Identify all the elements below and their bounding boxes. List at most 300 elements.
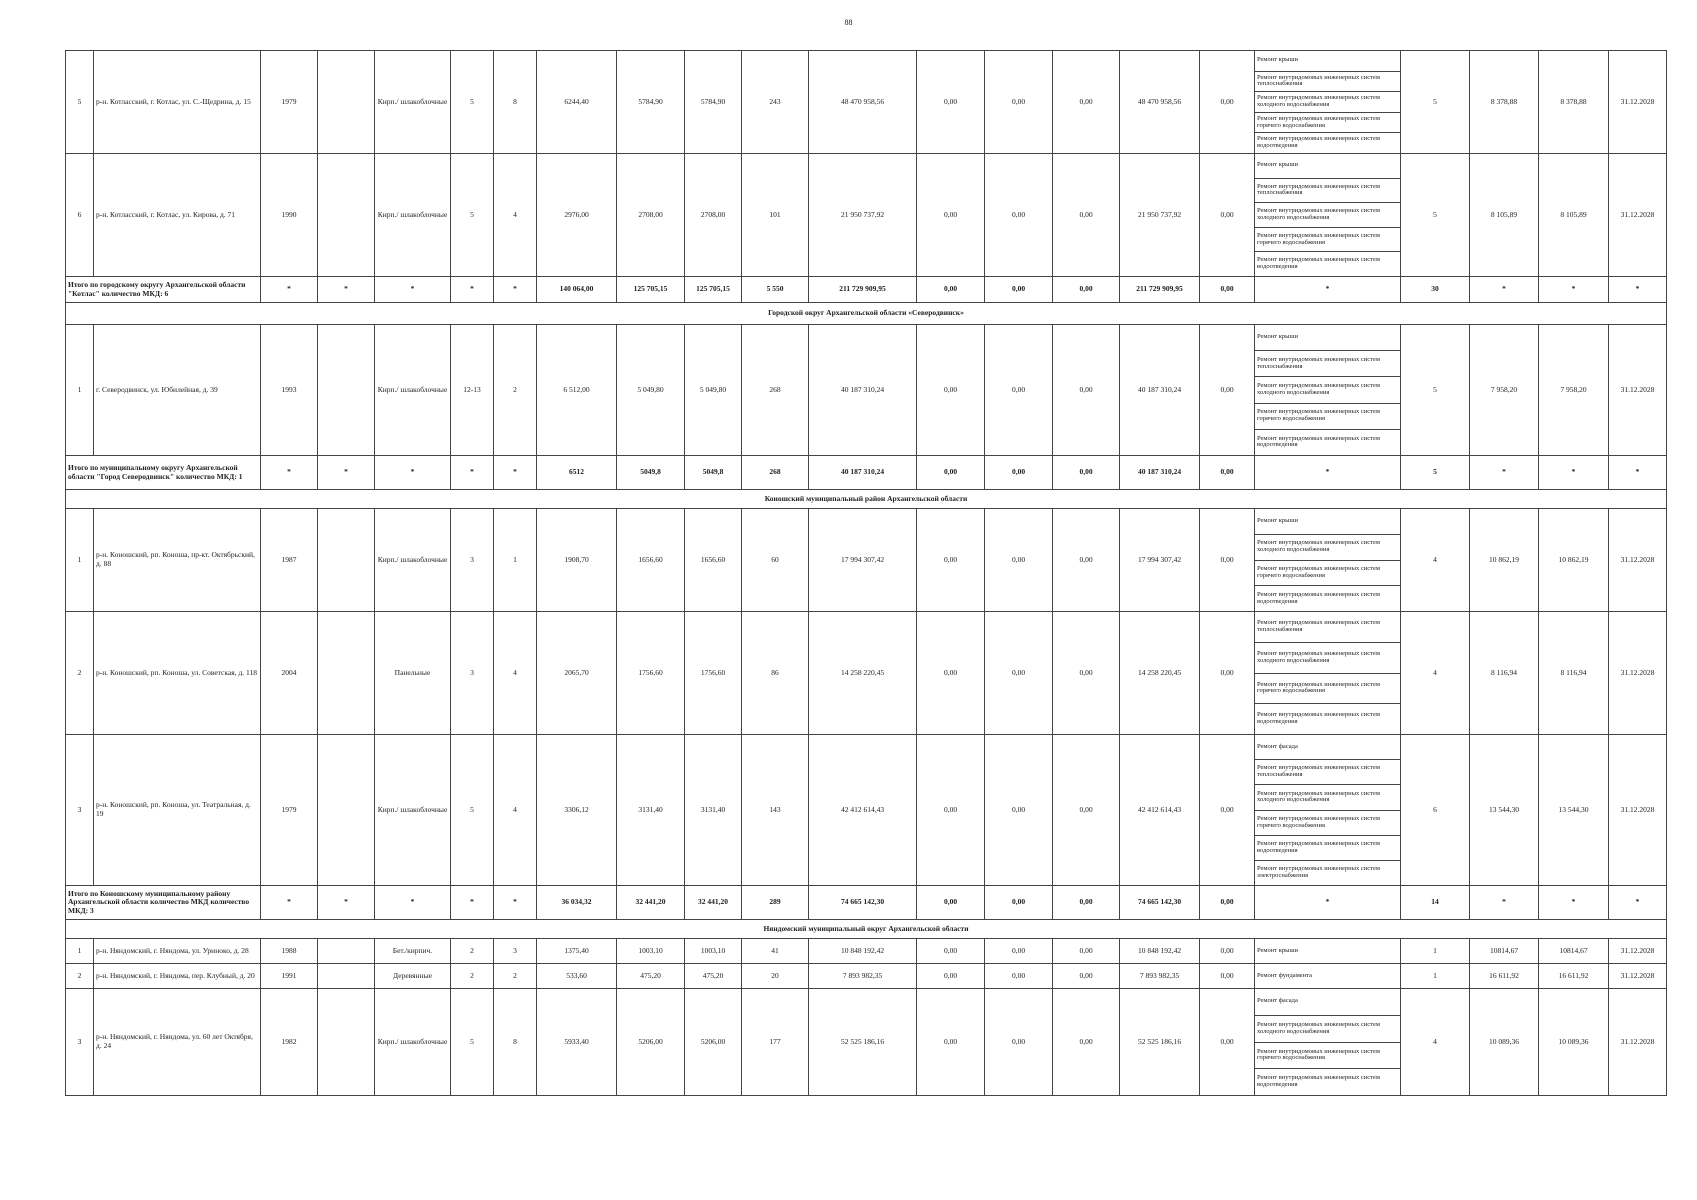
wall-material-cell: Кирп./ шлакоблочные [375,51,451,154]
total-cell: * [1255,277,1401,303]
row-number-cell: 1 [66,325,94,456]
floors-cell: 5 [451,989,494,1096]
specific-cost-cell: 13 544,30 [1470,735,1539,886]
work-type-item: Ремонт фундамента [1257,971,1312,979]
completion-date-cell: 31.12.2028 [1609,964,1667,989]
budget-local-cell: 0,00 [1053,939,1120,964]
total-cell: 30 [1401,277,1470,303]
total-cell: 0,00 [1053,277,1120,303]
works-list-cell [1255,939,1401,964]
year-reconstruction-cell [318,989,375,1096]
work-type-item: Ремонт внутридомовых инженерных систем водоотведения [1257,1074,1380,1089]
budget-subject-cell: 0,00 [985,325,1053,456]
total-cell: * [1539,277,1609,303]
specific-cost-cell: 8 105,89 [1470,154,1539,277]
work-type-item: Ремонт внутридомовых инженерных систем электроснабжения [1257,865,1380,879]
total-cost-cell: 48 470 958,56 [809,51,917,154]
total-cell: 125 705,15 [685,277,742,303]
work-type-item: Ремонт внутридомовых инженерных систем теплоснабжения [1255,612,1400,643]
work-type-item: Ремонт крыши [1255,154,1400,179]
work-type-item: Ремонт фасада [1255,989,1400,1016]
row-number-cell: 1 [66,939,94,964]
section-header-row [66,920,1667,939]
budget-subject-cell: 0,00 [985,735,1053,886]
residents-count-cell: 177 [742,989,809,1096]
total-area-cell: 1375,40 [537,939,617,964]
page-number: 88 [844,18,853,27]
residents-count-cell: 243 [742,51,809,154]
year-built-cell: 1979 [261,735,318,886]
total-cost-cell: 17 994 307,42 [809,509,917,612]
work-type-item: Ремонт внутридомовых инженерных систем теплоснабжения [1255,72,1400,93]
work-type-item: Ремонт внутридомовых инженерных систем теплоснабжения [1255,179,1400,204]
owner-funds-cell: 42 412 614,43 [1120,735,1200,886]
residential-area-cell: 1756,60 [685,612,742,735]
total-area-cell: 3306,12 [537,735,617,886]
total-cell: 32 441,20 [685,886,742,920]
entrances-cell: 8 [494,989,537,1096]
fund-support-cell: 0,00 [917,325,985,456]
total-cell: * [1609,277,1667,303]
residents-count-cell: 101 [742,154,809,277]
living-area-cell: 2708,00 [617,154,685,277]
residents-count-cell: 41 [742,939,809,964]
entrances-cell: 4 [494,612,537,735]
other-funds-cell: 0,00 [1200,964,1255,989]
total-cell: 0,00 [1200,277,1255,303]
year-reconstruction-cell [318,509,375,612]
owner-funds-cell: 10 848 192,42 [1120,939,1200,964]
residents-count-cell: 60 [742,509,809,612]
total-cell: 14 [1401,886,1470,920]
works-count-cell: 4 [1401,509,1470,612]
work-type-item: Ремонт внутридомовых инженерных систем водоотведения [1257,256,1380,271]
specific-cost-cell: 10 089,36 [1470,989,1539,1096]
work-type-item: Ремонт фасада [1255,735,1400,760]
residential-area-cell: 1656,60 [685,509,742,612]
works-list-cell [1255,964,1401,989]
work-type-item: Ремонт крыши [1257,946,1298,954]
max-specific-cost-cell: 16 611,92 [1539,964,1609,989]
total-cell: 0,00 [1053,456,1120,490]
year-reconstruction-cell [318,964,375,989]
total-cell: * [451,886,494,920]
max-specific-cost-cell: 8 105,89 [1539,154,1609,277]
total-cell: 0,00 [985,456,1053,490]
works-count-cell: 1 [1401,964,1470,989]
table-row [66,154,1667,277]
total-area-cell: 5933,40 [537,989,617,1096]
total-cell: * [375,886,451,920]
owner-funds-cell: 17 994 307,42 [1120,509,1200,612]
works-count-cell: 5 [1401,154,1470,277]
fund-support-cell: 0,00 [917,735,985,886]
address-cell: р-н. Коношский, рп. Коноша, пр-кт. Октябрьский, д. 88 [94,509,261,612]
work-type-item: Ремонт крыши [1255,509,1400,535]
works-count-cell: 4 [1401,612,1470,735]
total-cell: 289 [742,886,809,920]
total-cell: 0,00 [917,456,985,490]
year-reconstruction-cell [318,154,375,277]
section-title: Коношский муниципальный район Архангельской области [66,490,1667,509]
work-type-item: Ремонт внутридомовых инженерных систем теплоснабжения [1255,760,1400,785]
year-built-cell: 1987 [261,509,318,612]
living-area-cell: 5784,90 [617,51,685,154]
total-cell: 0,00 [1200,886,1255,920]
total-area-cell: 2976,00 [537,154,617,277]
completion-date-cell: 31.12.2028 [1609,51,1667,154]
residents-count-cell: 268 [742,325,809,456]
work-type-item: Ремонт внутридомовых инженерных систем холодного водоснабжения [1255,377,1400,403]
year-built-cell: 2004 [261,612,318,735]
residential-area-cell: 1003,10 [685,939,742,964]
fund-support-cell: 0,00 [917,964,985,989]
other-funds-cell: 0,00 [1200,939,1255,964]
section-title: Няндомский муниципальный округ Архангельской области [66,920,1667,939]
budget-local-cell: 0,00 [1053,325,1120,456]
total-label: Итого по Коношскому муниципальному району Архангельской области количество МКД количество МКД: 3 [66,886,261,920]
total-cell: * [1539,886,1609,920]
total-cell: * [1470,456,1539,490]
other-funds-cell: 0,00 [1200,509,1255,612]
residential-area-cell: 475,20 [685,964,742,989]
table-row [66,964,1667,989]
total-cell: 74 665 142,30 [809,886,917,920]
wall-material-cell: Бет./кирпич. [375,939,451,964]
work-type-item: Ремонт внутридомовых инженерных систем холодного водоснабжения [1255,92,1400,113]
total-cost-cell: 52 525 186,16 [809,989,917,1096]
completion-date-cell: 31.12.2028 [1609,612,1667,735]
wall-material-cell: Деревянные [375,964,451,989]
address-cell: р-н. Котласский, г. Котлас, ул. Кирова, д. 71 [94,154,261,277]
wall-material-cell: Кирп./ шлакоблочные [375,509,451,612]
total-cell: * [451,456,494,490]
total-cell: 211 729 909,95 [1120,277,1200,303]
row-number-cell: 2 [66,612,94,735]
fund-support-cell: 0,00 [917,509,985,612]
budget-subject-cell: 0,00 [985,154,1053,277]
works-list-cell [1255,989,1401,1096]
total-row [66,456,1667,490]
year-reconstruction-cell [318,939,375,964]
address-cell: г. Северодвинск, ул. Юбилейная, д. 39 [94,325,261,456]
work-type-item: Ремонт внутридомовых инженерных систем водоотведения [1255,836,1400,861]
budget-local-cell: 0,00 [1053,989,1120,1096]
residential-area-cell: 3131,40 [685,735,742,886]
table-row [66,51,1667,154]
address-cell: р-н. Няндомский, г. Няндома, ул. Уриноко, д. 28 [94,939,261,964]
table-row [66,325,1667,456]
total-cost-cell: 21 950 737,92 [809,154,917,277]
total-cell: 6512 [537,456,617,490]
total-cell: * [494,886,537,920]
living-area-cell: 1003,10 [617,939,685,964]
total-cell: * [494,456,537,490]
budget-local-cell: 0,00 [1053,51,1120,154]
works-count-cell: 5 [1401,325,1470,456]
year-reconstruction-cell [318,612,375,735]
work-type-item: Ремонт внутридомовых инженерных систем теплоснабжения [1255,351,1400,377]
total-area-cell: 2065,70 [537,612,617,735]
total-cell: 0,00 [1200,456,1255,490]
section-header-row [66,490,1667,509]
budget-subject-cell: 0,00 [985,612,1053,735]
year-built-cell: 1991 [261,964,318,989]
max-specific-cost-cell: 8 378,88 [1539,51,1609,154]
total-area-cell: 6 512,00 [537,325,617,456]
total-cell: 140 064,00 [537,277,617,303]
row-number-cell: 1 [66,509,94,612]
specific-cost-cell: 16 611,92 [1470,964,1539,989]
wall-material-cell: Кирп./ шлакоблочные [375,154,451,277]
total-cell: 0,00 [985,886,1053,920]
floors-cell: 3 [451,509,494,612]
works-count-cell: 5 [1401,51,1470,154]
completion-date-cell: 31.12.2028 [1609,735,1667,886]
address-cell: р-н. Коношский, рп. Коноша, ул. Советская, д. 118 [94,612,261,735]
budget-local-cell: 0,00 [1053,509,1120,612]
year-reconstruction-cell [318,325,375,456]
residential-area-cell: 2708,00 [685,154,742,277]
entrances-cell: 1 [494,509,537,612]
living-area-cell: 5 049,80 [617,325,685,456]
year-built-cell: 1990 [261,154,318,277]
work-type-item: Ремонт внутридомовых инженерных систем горячего водоснабжения [1255,228,1400,253]
fund-support-cell: 0,00 [917,989,985,1096]
fund-support-cell: 0,00 [917,51,985,154]
row-number-cell: 3 [66,735,94,886]
work-type-item: Ремонт внутридомовых инженерных систем горячего водоснабжения [1255,811,1400,836]
works-list-cell [1255,154,1401,277]
repair-program-table [65,50,1667,1096]
year-built-cell: 1988 [261,939,318,964]
residents-count-cell: 20 [742,964,809,989]
work-type-item: Ремонт внутридомовых инженерных систем водоотведения [1257,434,1380,449]
work-type-item: Ремонт внутридомовых инженерных систем холодного водоснабжения [1255,535,1400,561]
section-title: Городской округ Архангельской области «Северодвинск» [66,303,1667,325]
total-cell: 0,00 [1053,886,1120,920]
year-built-cell: 1993 [261,325,318,456]
year-reconstruction-cell [318,51,375,154]
max-specific-cost-cell: 8 116,94 [1539,612,1609,735]
total-cell: * [318,456,375,490]
total-cell: * [1255,886,1401,920]
total-cell: * [318,277,375,303]
entrances-cell: 4 [494,735,537,886]
budget-local-cell: 0,00 [1053,964,1120,989]
total-cost-cell: 40 187 310,24 [809,325,917,456]
living-area-cell: 1756,60 [617,612,685,735]
other-funds-cell: 0,00 [1200,989,1255,1096]
table-row [66,989,1667,1096]
total-cost-cell: 10 848 192,42 [809,939,917,964]
residential-area-cell: 5206,00 [685,989,742,1096]
floors-cell: 3 [451,612,494,735]
floors-cell: 5 [451,154,494,277]
other-funds-cell: 0,00 [1200,612,1255,735]
specific-cost-cell: 8 116,94 [1470,612,1539,735]
living-area-cell: 475,20 [617,964,685,989]
total-cell: * [1539,456,1609,490]
entrances-cell: 8 [494,51,537,154]
wall-material-cell: Панельные [375,612,451,735]
total-cell: 40 187 310,24 [809,456,917,490]
table-row [66,939,1667,964]
works-list-cell [1255,735,1401,886]
total-cell: 268 [742,456,809,490]
total-cost-cell: 7 893 982,35 [809,964,917,989]
total-cell: 0,00 [985,277,1053,303]
row-number-cell: 2 [66,964,94,989]
owner-funds-cell: 40 187 310,24 [1120,325,1200,456]
total-cell: * [261,277,318,303]
total-cell: 74 665 142,30 [1120,886,1200,920]
budget-subject-cell: 0,00 [985,939,1053,964]
completion-date-cell: 31.12.2028 [1609,325,1667,456]
total-cell: 5 550 [742,277,809,303]
budget-local-cell: 0,00 [1053,612,1120,735]
wall-material-cell: Кирп./ шлакоблочные [375,989,451,1096]
work-type-item: Ремонт внутридомовых инженерных систем холодного водоснабжения [1255,203,1400,228]
works-list-cell [1255,612,1401,735]
work-type-item: Ремонт крыши [1255,325,1400,351]
floors-cell: 12-13 [451,325,494,456]
total-cell: * [451,277,494,303]
residential-area-cell: 5 049,80 [685,325,742,456]
max-specific-cost-cell: 10 089,36 [1539,989,1609,1096]
table-row [66,735,1667,886]
total-cell: 5049,8 [617,456,685,490]
wall-material-cell: Кирп./ шлакоблочные [375,735,451,886]
total-cell: * [375,277,451,303]
owner-funds-cell: 21 950 737,92 [1120,154,1200,277]
residential-area-cell: 5784,90 [685,51,742,154]
works-count-cell: 6 [1401,735,1470,886]
total-label: Итого по городскому округу Архангельской области "Котлас" количество МКД: 6 [66,277,261,303]
works-count-cell: 1 [1401,939,1470,964]
total-cell: * [1470,277,1539,303]
floors-cell: 5 [451,51,494,154]
budget-subject-cell: 0,00 [985,964,1053,989]
total-row [66,886,1667,920]
work-type-item: Ремонт крыши [1255,51,1400,72]
owner-funds-cell: 52 525 186,16 [1120,989,1200,1096]
work-type-item: Ремонт внутридомовых инженерных систем холодного водоснабжения [1255,785,1400,810]
works-list-cell [1255,509,1401,612]
total-cell: * [494,277,537,303]
works-count-cell: 4 [1401,989,1470,1096]
total-cell: 0,00 [917,886,985,920]
budget-subject-cell: 0,00 [985,51,1053,154]
total-cell: 40 187 310,24 [1120,456,1200,490]
work-type-item: Ремонт внутридомовых инженерных систем водоотведения [1257,590,1380,605]
max-specific-cost-cell: 7 958,20 [1539,325,1609,456]
total-cell: 0,00 [917,277,985,303]
specific-cost-cell: 10814,67 [1470,939,1539,964]
total-cell: * [1609,886,1667,920]
floors-cell: 2 [451,939,494,964]
address-cell: р-н. Котласский, г. Котлас, ул. С.-Щедрина, д. 15 [94,51,261,154]
specific-cost-cell: 7 958,20 [1470,325,1539,456]
work-type-item: Ремонт внутридомовых инженерных систем горячего водоснабжения [1255,404,1400,430]
residents-count-cell: 143 [742,735,809,886]
total-cell: * [318,886,375,920]
total-cell: 5049,8 [685,456,742,490]
section-header-row [66,303,1667,325]
entrances-cell: 2 [494,964,537,989]
total-cell: 32 441,20 [617,886,685,920]
year-built-cell: 1982 [261,989,318,1096]
total-cost-cell: 14 258 220,45 [809,612,917,735]
works-list-cell [1255,325,1401,456]
fund-support-cell: 0,00 [917,154,985,277]
row-number-cell: 3 [66,989,94,1096]
total-cell: * [1255,456,1401,490]
total-area-cell: 533,60 [537,964,617,989]
work-type-item: Ремонт внутридомовых инженерных систем холодного водоснабжения [1255,643,1400,674]
total-cell: * [1470,886,1539,920]
living-area-cell: 3131,40 [617,735,685,886]
total-cell: 36 034,32 [537,886,617,920]
total-cell: 211 729 909,95 [809,277,917,303]
entrances-cell: 4 [494,154,537,277]
entrances-cell: 2 [494,325,537,456]
works-list-cell [1255,51,1401,154]
max-specific-cost-cell: 10814,67 [1539,939,1609,964]
floors-cell: 5 [451,735,494,886]
living-area-cell: 5206,00 [617,989,685,1096]
completion-date-cell: 31.12.2028 [1609,939,1667,964]
budget-subject-cell: 0,00 [985,989,1053,1096]
address-cell: р-н. Няндомский, г. Няндома, ул. 60 лет Октября, д. 24 [94,989,261,1096]
work-type-item: Ремонт внутридомовых инженерных систем горячего водоснабжения [1255,561,1400,587]
floors-cell: 2 [451,964,494,989]
specific-cost-cell: 8 378,88 [1470,51,1539,154]
completion-date-cell: 31.12.2028 [1609,989,1667,1096]
total-area-cell: 1908,70 [537,509,617,612]
work-type-item: Ремонт внутридомовых инженерных систем горячего водоснабжения [1255,674,1400,705]
max-specific-cost-cell: 13 544,30 [1539,735,1609,886]
total-cell: * [375,456,451,490]
wall-material-cell: Кирп./ шлакоблочные [375,325,451,456]
other-funds-cell: 0,00 [1200,154,1255,277]
total-area-cell: 6244,40 [537,51,617,154]
row-number-cell: 6 [66,154,94,277]
total-cost-cell: 42 412 614,43 [809,735,917,886]
total-cell: * [261,886,318,920]
budget-subject-cell: 0,00 [985,509,1053,612]
work-type-item: Ремонт внутридомовых инженерных систем водоотведения [1257,135,1380,150]
total-row [66,277,1667,303]
max-specific-cost-cell: 10 862,19 [1539,509,1609,612]
year-reconstruction-cell [318,735,375,886]
year-built-cell: 1979 [261,51,318,154]
address-cell: р-н. Няндомский, г. Няндома, пер. Клубный, д. 20 [94,964,261,989]
completion-date-cell: 31.12.2028 [1609,154,1667,277]
specific-cost-cell: 10 862,19 [1470,509,1539,612]
work-type-item: Ремонт внутридомовых инженерных систем горячего водоснабжения [1255,113,1400,134]
address-cell: р-н. Коношский, рп. Коноша, ул. Театральная, д. 19 [94,735,261,886]
table-row [66,509,1667,612]
entrances-cell: 3 [494,939,537,964]
other-funds-cell: 0,00 [1200,325,1255,456]
total-cell: 125 705,15 [617,277,685,303]
budget-local-cell: 0,00 [1053,154,1120,277]
total-label: Итого по муниципальному округу Архангельской области "Город Северодвинск" количество МКД: 1 [66,456,261,490]
total-cell: * [261,456,318,490]
row-number-cell: 5 [66,51,94,154]
owner-funds-cell: 7 893 982,35 [1120,964,1200,989]
